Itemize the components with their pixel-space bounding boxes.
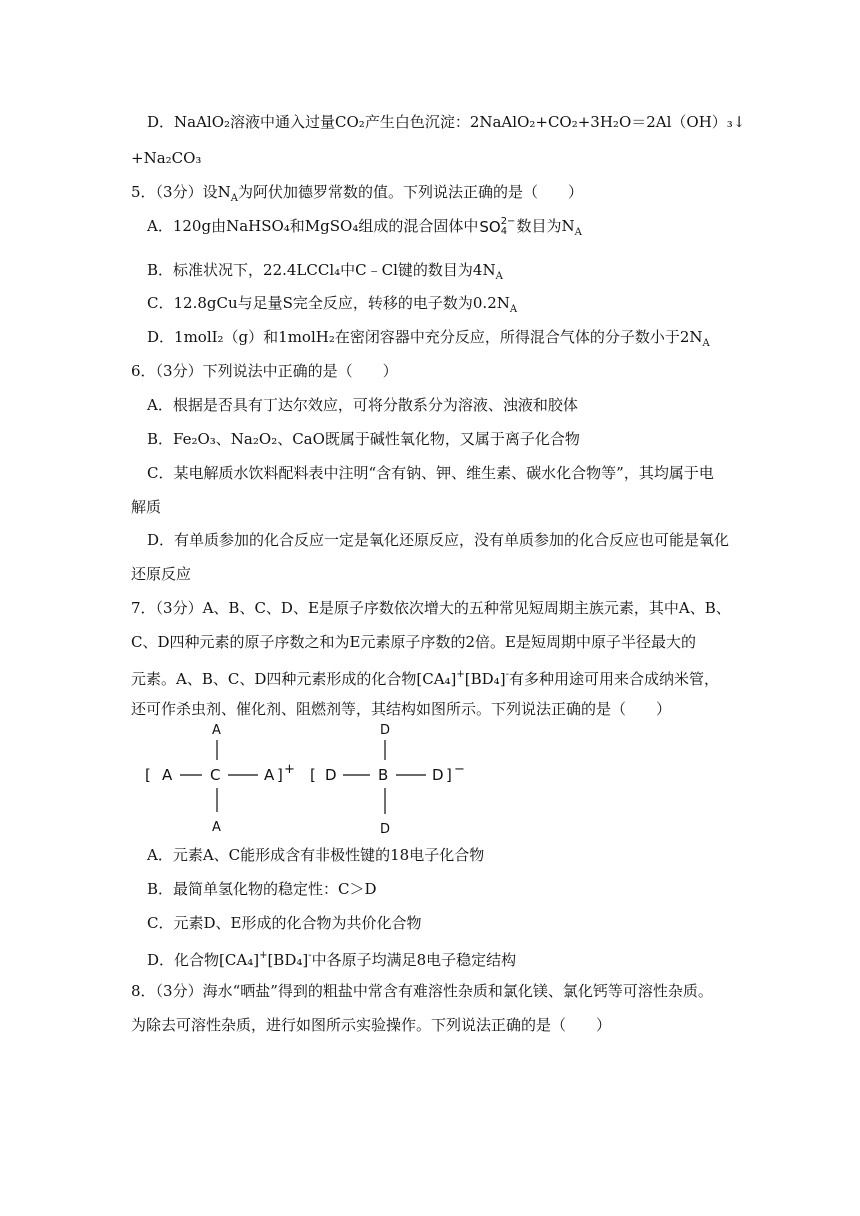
q7-option-c: C．元素D、E形成的化合物为共价化合物 [147, 914, 422, 932]
bracket-left-1: [ [145, 766, 151, 784]
atom-a-bottom: A [212, 820, 221, 835]
atom-d-bottom: D [380, 822, 391, 837]
q8-stem-line1: 8．（3分）海水“晒盐”得到的粗盐中常含有难溶性杂质和氯化镁、氯化钙等可溶性杂质。 [131, 982, 713, 1000]
atom-a-left: A [162, 766, 173, 784]
q7-option-a: A．元素A、C能形成含有非极性键的18电子化合物 [147, 846, 485, 864]
atom-a-right: A [264, 766, 275, 784]
atom-d-top: D [380, 723, 391, 738]
q4-option-d: D．NaAlO₂溶液中通入过量CO₂产生白色沉淀：2NaAlO₂+CO₂+3H₂O＝2Al（OH）₃↓ [147, 113, 746, 131]
q7-structure-figure [140, 718, 480, 838]
q7-option-d: D．化合物[CA₄]+[BD₄]-中各原子均满足8电子稳定结构 [147, 950, 517, 969]
q5-option-a: A．120g由NaHSO₄和MgSO₄组成的混合固体中SO 2− 4 数目为$N_A$ [147, 216, 582, 238]
q5-option-b: B．标准状况下，22.4LCCl₄中C﹣Cl键的数目为$4N_A$ [147, 261, 503, 282]
q6-option-c: C．某电解质水饮料配料表中注明“含有钠、钾、维生素、碳水化合物等”，其均属于电 [147, 464, 714, 482]
atom-a-top: A [212, 723, 221, 738]
sulfate-ion: SO 2− 4 [479, 216, 516, 238]
q4-option-d-cont: +Na₂CO₃ [131, 149, 202, 167]
q7-stem-line1: 7．（3分）A、B、C、D、E是原子序数依次增大的五种常见短周期主族元素，其中A、B、 [131, 599, 731, 617]
q8-stem-line2: 为除去可溶性杂质，进行如图所示实验操作。下列说法正确的是（ ） [131, 1016, 612, 1034]
q5-option-d: D．1molI₂（g）和1molH₂在密闭容器中充分反应，所得混合气体的分子数小于$2N_A$ [147, 328, 710, 349]
q6-option-a: A．根据是否具有丁达尔效应，可将分散系分为溶液、浊液和胶体 [147, 396, 578, 414]
bracket-right-1: ] [277, 766, 283, 784]
q6-option-c-cont: 解质 [131, 498, 162, 516]
q6-stem: 6．（3分）下列说法中正确的是（ ） [131, 362, 398, 380]
charge-minus: − [454, 762, 465, 777]
charge-plus: + [284, 762, 295, 777]
atom-d-left: D [325, 766, 337, 784]
q7-stem-line4: 还可作杀虫剂、催化剂、阻燃剂等，其结构如图所示。下列说法正确的是（ ） [131, 700, 672, 718]
atom-c-center: C [210, 766, 221, 784]
q5-option-c: C．12.8gCu与足量S完全反应，转移的电子数为$0.2N_A$ [147, 294, 518, 315]
q7-stem-line3: 元素。A、B、C、D四种元素形成的化合物[CA₄]+[BD₄]-有多种用途可用来合成纳米管， [131, 669, 719, 688]
q6-option-d-cont: 还原反应 [131, 565, 192, 583]
atom-d-right: D [432, 766, 444, 784]
q6-option-d: D．有单质参加的化合反应一定是氧化还原反应，没有单质参加的化合反应也可能是氧化 [147, 531, 730, 549]
q6-option-b: B．Fe₂O₃、Na₂O₂、CaO既属于碱性氧化物，又属于离子化合物 [147, 430, 580, 448]
atom-b-center: B [378, 766, 389, 784]
q7-stem-line2: C、D四种元素的原子序数之和为E元素原子序数的2倍。E是短周期中原子半径最大的 [131, 633, 696, 651]
q7-option-b: B．最简单氢化物的稳定性：C＞D [147, 880, 377, 898]
bracket-left-2: [ [310, 766, 316, 784]
q5-stem: 5．（3分）设$N_A$为阿伏加德罗常数的值。下列说法正确的是（ ） [131, 183, 583, 204]
bracket-right-2: ] [446, 766, 452, 784]
